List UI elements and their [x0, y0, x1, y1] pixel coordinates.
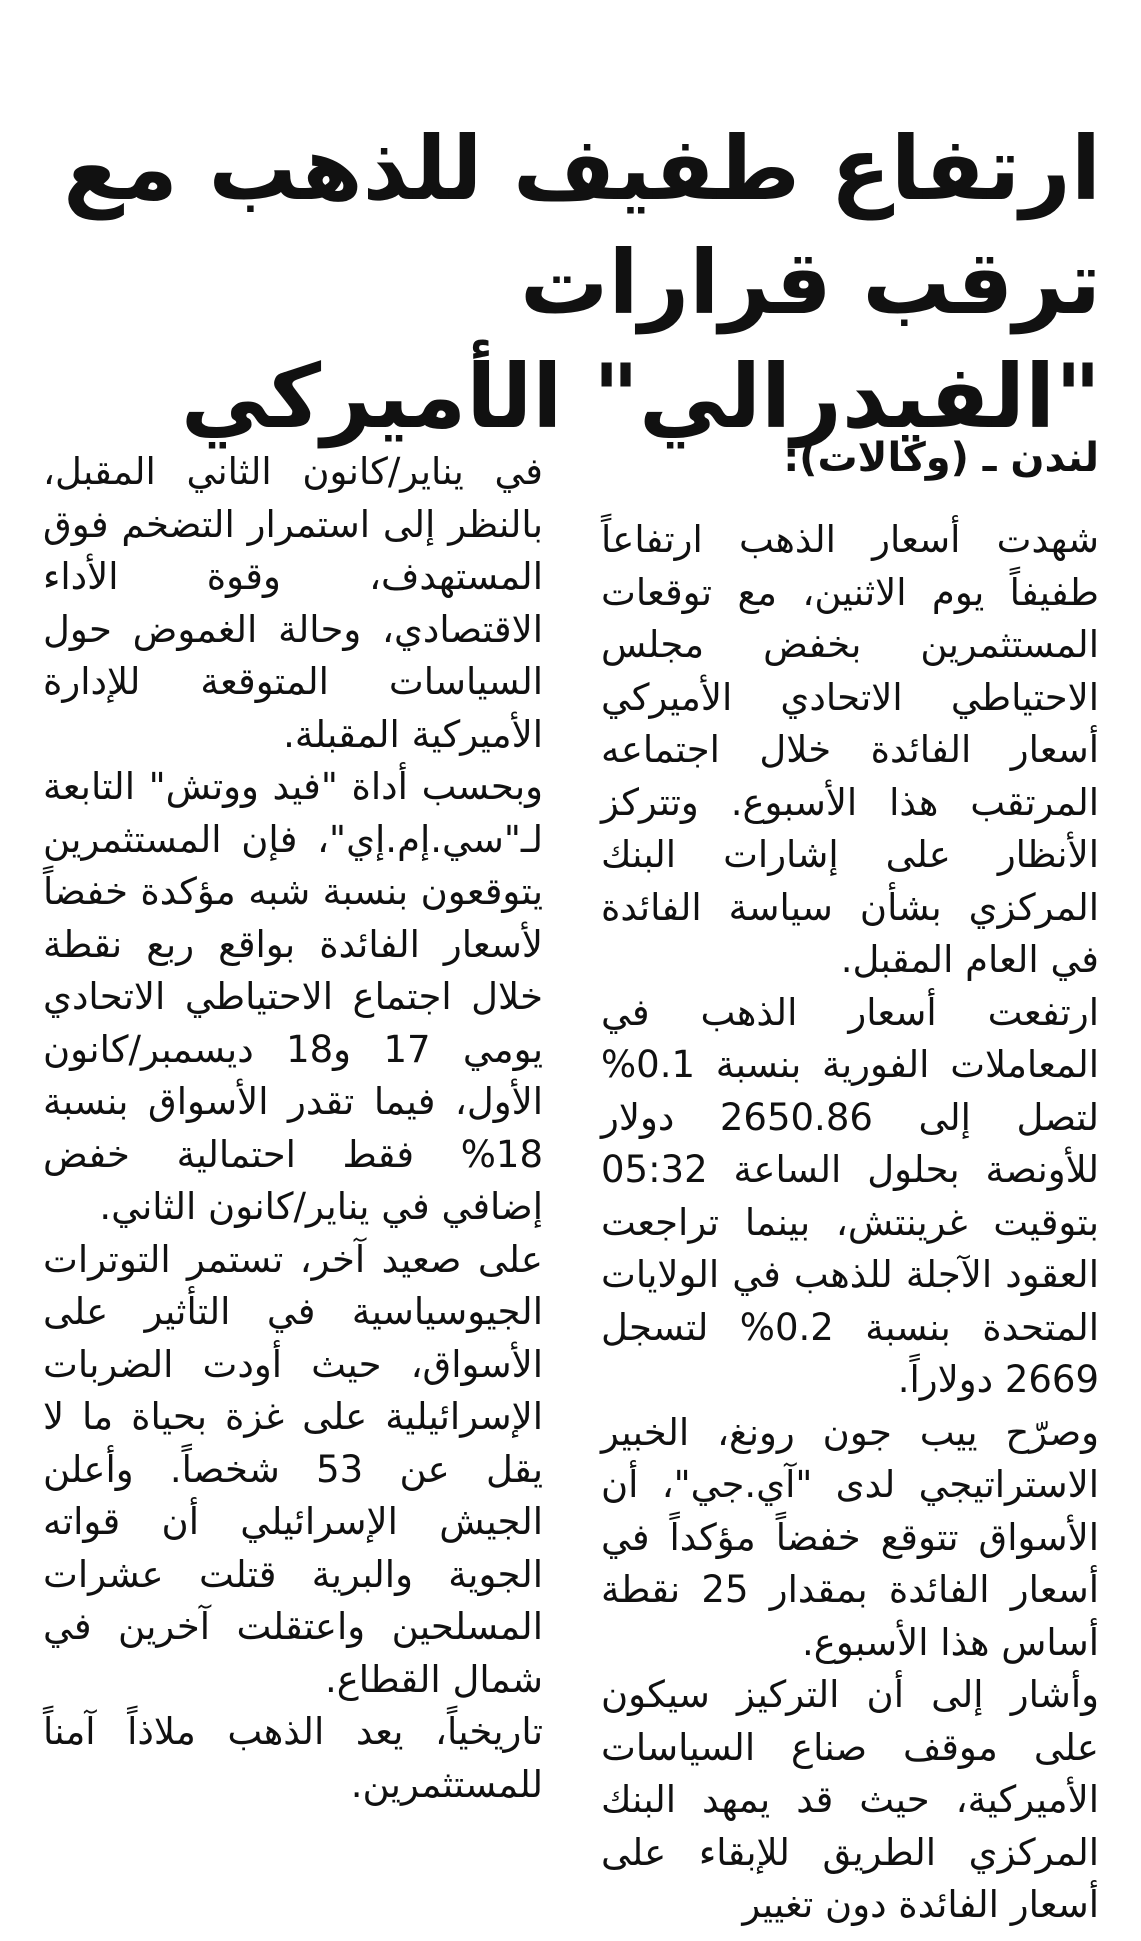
- headline-line-1: ارتفاع طفيف للذهب مع ترقب قرارات: [63, 117, 1101, 334]
- headline-line-2: "الفيدرالي" الأميركي: [180, 345, 1101, 448]
- dateline: لندن ـ (وكالات):: [783, 435, 1099, 481]
- paragraph: في يناير/كانون الثاني المقبل، بالنظر إلى استمرار التضخم فوق المستهدف، وقوة الأداء الاقتصادي، وحالة الغموض حول السياسات المتوقعة للإدارة الأميركية المقبلة.: [43, 450, 543, 756]
- paragraph: تاريخياً، يعد الذهب ملاذاً آمناً للمستثمرين.: [43, 1710, 543, 1806]
- paragraph: وبحسب أداة "فيد ووتش" التابعة لـ"سي.إم.إي"، فإن المستثمرين يتوقعون بنسبة شبه مؤكدة خفضاً لأسعار الفائدة بواقع ربع نقطة خلال اجتماع الاحتياطي الاتحادي يومي 17 و18 ديسمبر/كانون الأول، فيما تقدر الأسواق بنسبة 18% فقط احتمالية خفض إضافي في يناير/كانون الثاني.: [43, 765, 543, 1228]
- paragraph: على صعيد آخر، تستمر التوترات الجيوسياسية في التأثير على الأسواق، حيث أودت الضربات الإسرائيلية على غزة بحياة ما لا يقل عن 53 شخصاً. وأعلن الجيش الإسرائيلي أن قواته الجوية والبرية قتلت عشرات المسلحين واعتقلت آخرين في شمال القطاع.: [43, 1237, 543, 1701]
- paragraph: وصرّح ييب جون رونغ، الخبير الاستراتيجي لدى "آي.جي"، أن الأسواق تتوقع خفضاً مؤكداً في أسعار الفائدة بمقدار 25 نقطة أساس هذا الأسبوع.: [601, 1410, 1099, 1664]
- paragraph: شهدت أسعار الذهب ارتفاعاً طفيفاً يوم الاثنين، مع توقعات المستثمرين بخفض مجلس الاحتياطي الاتحادي الأميركي أسعار الفائدة خلال اجتماعه المرتقب هذا الأسبوع. وتتركز الأنظار على إشارات البنك المركزي بشأن سياسة الفائدة في العام المقبل.: [601, 518, 1099, 981]
- article-headline: [41, 112, 1101, 454]
- paragraph: وأشار إلى أن التركيز سيكون على موقف صناع السياسات الأميركية، حيث قد يمهد البنك المركزي الطريق للإبقاء على أسعار الفائدة دون تغيير: [601, 1673, 1099, 1926]
- article-column-right: [601, 428, 1099, 1932]
- article-column-left: [43, 446, 543, 1811]
- paragraph: ارتفعت أسعار الذهب في المعاملات الفورية بنسبة 0.1% لتصل إلى 2650.86 دولار للأونصة بحلول الساعة 05:32 بتوقيت غرينتش، بينما تراجعت العقود الآجلة للذهب في الولايات المتحدة بنسبة 0.2% لتسجل 2669 دولاراً.: [601, 990, 1099, 1401]
